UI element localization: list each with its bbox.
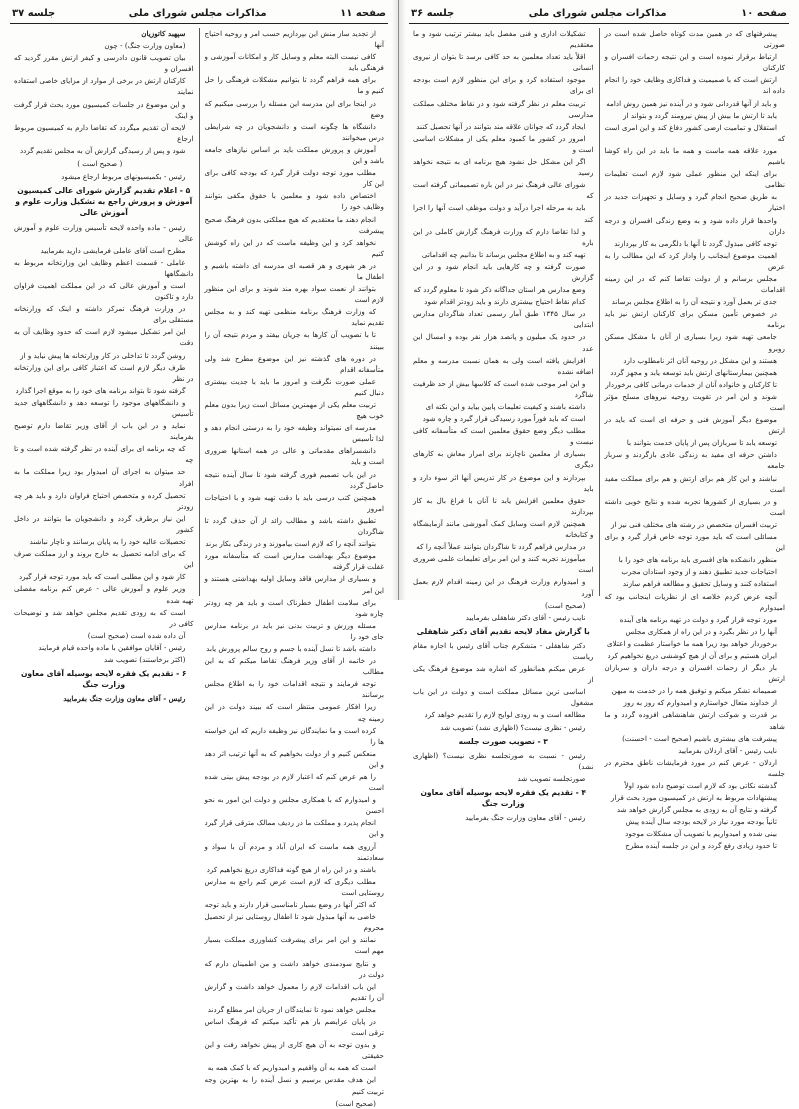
text-line: آنها را در نظر بگیرد و در این راه از همکاری مجلس — [625, 626, 777, 636]
text-line: پیشرفتهای که در همین مدت کوتاه حاصل شده است در صورتی — [604, 29, 785, 50]
section-heading: ۳ - تصویب صورت جلسه — [458, 736, 548, 746]
text-line: موضوع دیگر آموزش فنی و حرفه ای است که باید در ارتش — [604, 415, 785, 436]
text-line: نایب رئیس - آقای دکتر شاهقلی بفرمایید — [465, 612, 586, 622]
text-line: دانشگاه ها چگونه است و دانشجویان در چه شرایطی درس میخوانند — [204, 121, 384, 142]
text-line: نخواهد کرد و این وظیفه ماست که در این راه کوشش کنیم — [204, 237, 384, 258]
text-line: خاصی به آنها مبذول شود تا اطفال روستایی نیز از تحصیل محروم — [204, 912, 384, 933]
text-line: حد میتوان به اجرای آن امیدوار بود زیرا مملکت ما به افراد — [14, 467, 194, 488]
left-page-session: جلسه ۳۷ — [12, 7, 56, 19]
text-line: ایران هستیم و برای آن از هیچ کوششی دریغ نخواهیم کرد — [607, 650, 777, 660]
text-line: ارتباط برقرار نموده است و این نتیجه زحمات افسران و کارکنان — [604, 52, 785, 73]
text-line: جدی تر بعمل آورد و نتیجه آن را به اطلاع مجلس برساند — [611, 297, 777, 307]
text-line: که اکثر آنها در وضع بسیار نامناسبی قرار دارند و باید توجه — [204, 900, 376, 910]
text-line: همچنین بیمارستانهای ارتش باید توسعه یابد و مجهز گردد — [610, 367, 777, 377]
text-line: مجلس خواهد نمود تا نمایندگان از جریان امر مطلع گردند — [207, 1004, 376, 1014]
text-line: ارتش است که با صمیمیت و فداکاری وظایف خود را انجام داده اند — [604, 75, 785, 96]
text-line: و دانشگاههای موجود را توسعه دهد و دانشگاههای جدید تأسیس — [14, 397, 194, 418]
text-line: تا کارکنان و خانواده آنان از خدمات درمانی کافی برخوردار — [605, 379, 777, 389]
text-line: کدام نقاط احتیاج بیشتری دارند و باید زودتر اقدام شود — [424, 297, 586, 307]
text-line: و لذا تقاضا دارم که وزارت فرهنگ گزارش کاملی در این باره — [413, 226, 594, 247]
text-line: داشته باشد تا نسل آینده با جسم و روح سالم پرورش یابد — [206, 643, 376, 653]
text-line: در خاتمه از آقای وزیر فرهنگ تقاضا میکنم که به این مطالب — [204, 656, 384, 677]
text-line: شورای عالی فرهنگ نیز در این باره تصمیماتی گرفته است که — [413, 180, 594, 201]
text-line: اقلاً باید تعداد معلمین به حد کافی برسد تا بتوان از نیروی انسانی — [413, 52, 594, 73]
text-line: میآموزند تجربه کنند و این امر برای تعلیمات علمی ضروری است — [413, 554, 594, 575]
text-line: تشکیلات اداری و فنی مفصل باید بیشتر ترتیب شود و ما معتقدیم — [413, 29, 594, 50]
text-line: نباشند و این کار هم برای ارتش و هم برای مملکت مفید است — [604, 473, 785, 494]
text-line: پیشنهادات مربوط به ارتش در کمیسیون مورد بحث قرار — [611, 793, 777, 803]
right-page-header — [409, 4, 789, 24]
text-line: در خصوص تأمین مسکن برای کارکنان ارتش نیز باید برنامه — [604, 309, 785, 330]
text-line: موضوع دیگر بهداشت مدارس است که متأسفانه مورد غفلت قرار گرفته — [204, 551, 384, 572]
text-line: شوند و این امر در تقویت روحیه نیروهای مسلح مؤثر است — [604, 391, 785, 412]
text-line: تربیت افسران متخصص در رشته های مختلف فنی نیز از — [610, 519, 777, 529]
text-line: بر قدرت و شوکت ارتش شاهنشاهی افزوده گردد و ما شاهد — [604, 710, 785, 731]
text-line: تحصیلات عالیه خود را به پایان برسانند و ناچار نباشند — [29, 537, 186, 547]
text-line: ثانیاً بودجه مورد نیاز در لایحه بودجه سال آینده پیش — [625, 817, 777, 827]
text-line: ایجاد گردد که جوانان علاقه مند بتوانند در آنها تحصیل کنند — [416, 121, 586, 131]
text-line: باشند و در این راه از هیچ گونه فداکاری دریغ نخواهیم کرد — [206, 864, 376, 874]
text-line: واحدها قرار داده شود و به وضع زندگی افسران و درجه داران — [604, 215, 785, 236]
text-line: زیرا افکار عمومی منتظر است که ببیند دولت در این زمینه چه — [204, 702, 384, 723]
text-line: مطرح است آقای عاملی فرمایشی دارید بفرمایید — [40, 245, 186, 255]
text-line: انجام دهند ما معتقدیم که هیچ مملکتی بدون فرهنگ صحیح پیشرفت — [204, 214, 384, 235]
right-page-title: مذاکرات مجلس شورای ملی — [528, 7, 667, 19]
text-line: است که باید فوراً مورد رسیدگی قرار گیرد و چاره شود — [422, 414, 586, 424]
text-line: بپردازند و این موضوع در کار تدریس آنها اثر سوء دارد و باید — [413, 472, 594, 493]
text-line: برخوردار خواهد بود زیرا همه ما خواستار عظمت و اعتلای — [607, 638, 777, 648]
text-line: (صحیح است) — [544, 600, 586, 610]
text-line: رئیس - ماده واحده لایحه تأسیس وزارت علوم و آموزش عالی — [14, 222, 194, 243]
text-line: همچنین کتب درسی باید با دقت تهیه شود و با احتیاجات امروز — [204, 492, 384, 513]
text-line: در پایان عرایضم باز هم تأکید میکنم که فرهنگ اساس ترقی است — [204, 1016, 384, 1038]
text-line: آرزوی همه ماست که ایران آباد و مردم آن با سواد و سعادتمند — [204, 841, 384, 862]
text-line: مسئله ورزش و تربیت بدنی نیز باید در برنامه مدارس جای خود را — [204, 620, 384, 641]
text-line: داشتن حرفه ای مفید به زندگی عادی بازگردند و سربار جامعه — [604, 450, 785, 471]
text-line: گرفته شود تا بتواند برنامه های خود را به موقع اجرا گذارد — [15, 385, 186, 395]
text-line: تطبیق داشته باشد و مطالب زائد از آن حذف گردد تا شاگردان — [204, 515, 384, 537]
left-page-header — [10, 4, 388, 24]
speaker-line: رئیس - آقای معاون وزارت جنگ بفرمایید — [63, 694, 186, 704]
text-line: افزایش یافته است ولی به همان نسبت مدرسه و معلم اضافه نشده — [413, 355, 594, 376]
text-line: در این باب تصمیم فوری گرفته شود تا سال آینده نتیجه حاصل گردد — [204, 469, 384, 490]
text-line: همچنین لازم است وسایل کمک آموزشی مانند آزمایشگاه و کتابخانه — [413, 518, 594, 540]
text-line: بسیاری از معلمین ناچارند برای امرار معاش به کارهای دیگری — [413, 449, 594, 470]
text-line: گرفته و نتایج آن به زودی به مجلس گزارش خواهد شد — [616, 805, 777, 815]
text-line: کافی نیست البته معلم و وسایل کار و امکانات آموزشی و فرهنگی باید — [204, 52, 384, 73]
text-line: تربیت معلم یکی از مهمترین مسائل است زیرا بدون معلم خوب هیچ — [204, 400, 384, 421]
text-line: نماید و در این باب از آقای وزیر تقاضا دارم توضیح بفرمایند — [14, 421, 194, 442]
text-line: و امیدوارم وزارت فرهنگ در این زمینه اقدام لازم بعمل آورد — [413, 577, 594, 598]
text-line: نمانند و این امر برای پیشرفت کشاورزی مملکت بسیار مهم است — [204, 935, 384, 956]
text-line: امروز در کشور ما کمبود معلم یکی از مشکلات اساسی است و — [413, 133, 594, 154]
text-line: تهیه کند و به اطلاع مجلس برساند تا بدانیم چه اقداماتی — [421, 249, 586, 259]
text-line: در حدود یک میلیون و پانصد هزار نفر بوده و امسال این عدد — [413, 332, 594, 353]
text-line: لایحه آن تقدیم میگردد که تقاضا دارم به کمیسیون مربوط ارجاع — [14, 122, 194, 143]
text-line: اردلان - عرض کنم در مورد فرمایشات ناطق محترم در جلسه — [604, 757, 785, 778]
column-divider — [199, 28, 200, 596]
section-heading: ۶ - تقدیم یک فقره لایحه بوسیله آقای معاون وزارت جنگ — [20, 669, 187, 690]
text-line: استقلال و تمامیت ارضی کشور دفاع کند و این امری است که — [604, 122, 785, 143]
text-line: عرض میکنم همانطور که اشاره شد موضوع فرهنگ یکی از — [413, 664, 594, 685]
text-line: رئیس - نسبت به صورتجلسه نظری نیست؟ (اظهاری نشد) — [413, 750, 594, 771]
text-line: رئیس - آقای معاون وزارت جنگ بفرمایید — [465, 813, 586, 823]
text-line: نایب رئیس - آقای اردلان بفرمایید — [678, 745, 777, 755]
left-page-title: مذاکرات مجلس شورای ملی — [128, 7, 267, 19]
left-page-number: صفحه ۱۱ — [340, 7, 386, 19]
text-line: صورت گرفته و چه کارهایی باید انجام شود و در این گزارش — [413, 261, 594, 282]
text-line: بینی شده و امیدواریم با تصویب آن مشکلات موجود — [625, 829, 777, 839]
right-page-columns — [409, 28, 789, 851]
text-line: گذشته نکاتی بود که لازم است توضیح داده شود اولاً — [624, 781, 777, 790]
text-line: در مدارس فراهم گردد تا شاگردان بتوانند عملاً آنچه را که — [416, 542, 586, 552]
text-line: مورد علاقه همه ماست و همه ما باید در این راه کوشا باشیم — [604, 145, 785, 167]
section-heading: ۵ - اعلام تقدیم گزارش شورای عالی کمیسیون آموزش و پرورش راجع به تشکیل وزارت علوم و آموزش عالی — [15, 186, 193, 218]
text-line: در هر شهری و هر قصبه ای مدرسه ای داشته باشیم و اطفال ما — [204, 260, 384, 281]
right-page-column-right — [601, 28, 790, 851]
text-line: است که به زودی تقدیم مجلس خواهد شد و توضیحات کافی در — [14, 607, 194, 628]
speaker-line: سپهبد کاتوزیان — [141, 29, 186, 38]
text-line: برای همه فراهم گردد تا بتوانیم مشکلات فرهنگی را حل کنیم و ما — [204, 75, 384, 96]
text-line: و بسیاری از مدارس فاقد وسایل اولیه بهداشتی هستند و این امر — [204, 574, 384, 595]
text-line: صورتجلسه تصویب شد — [517, 773, 586, 783]
text-line: رئیس - بکمیسیونهای مربوط ارجاع میشود — [61, 172, 186, 182]
text-line: بار دیگر از زحمات افسران و درجه داران و سربازان ارتش — [604, 663, 785, 684]
text-line: که وزارت فرهنگ برنامه منظمی تهیه کند و به مجلس تقدیم نماید — [204, 307, 384, 328]
text-line: (اکثر برخاستند) تصویب شد — [103, 654, 186, 664]
text-line: بتوانند از نعمت سواد بهره مند شوند و برای این منظور لازم است — [204, 284, 384, 305]
text-line: در اینجا برای این مدرسه این مسئله را بررسی میکنیم که وضع — [204, 98, 384, 119]
text-line: عاملی - قسمت اعظم وظایف این وزارتخانه مربوط به دانشگاهها — [14, 257, 194, 278]
text-line: آموزش و پرورش مملکت باید بر اساس نیازهای جامعه باشد و این — [204, 144, 384, 166]
text-line: که برای ادامه تحصیل به خارج بروند و ارز مملکت صرف این — [14, 549, 194, 570]
text-line: و بدون توجه به آن هیچ کاری از پیش نخواهد رفت و این حقیقتی — [204, 1040, 384, 1061]
text-line: احتیاجات جدید تطبیق دهند و از وجود استادان مجرب — [621, 567, 777, 577]
text-line: پیشرفت های بیشتری باشیم (صحیح است - احسنت) — [622, 733, 777, 743]
text-line: برای سلامت اطفال خطرناک است و باید هر چه زودتر چاره شود — [204, 597, 384, 618]
text-line: به طریق صحیح انجام گیرد و وسایل و تجهیزات جدید در اختیار — [604, 192, 785, 213]
text-line: هستند و این مشکل در روحیه آنان اثر نامطلوب دارد — [623, 355, 777, 365]
text-line: (معاون وزارت جنگ) - چون — [104, 41, 186, 51]
text-line: مطالعه است و به زودی لوایح لازم را تقدیم خواهد کرد — [424, 710, 586, 720]
text-line: این باب اقدامات لازم را معمول خواهد داشت و گزارش آن را تقدیم — [204, 981, 384, 1002]
text-line: توجه فرمایند و نتیجه اقدامات خود را به اطلاع مجلس برسانند — [204, 679, 384, 700]
text-line: مجلس برسانم و از دولت تقاضا کنم که در این زمینه اقدامات — [604, 273, 785, 295]
text-line: و باید از آنها قدردانی شود و در آینده نیز همین روش ادامه — [606, 98, 777, 108]
right-page — [399, 0, 799, 851]
text-line: وضع مدارس هر استان جداگانه ذکر شود تا معلوم گردد که — [413, 285, 586, 295]
text-line: تحصیل کرده و متخصص احتیاج فراوان دارد و باید هر چه زودتر — [14, 490, 194, 511]
text-line: (صحیح است) — [335, 1098, 376, 1108]
text-line: و این موضوع در جلسات کمیسیون مورد بحث قرار گرفت و اینک — [14, 99, 194, 120]
text-line: مطلب مورد توجه دولت قرار گیرد که بودجه کافی برای این کار — [204, 168, 384, 189]
text-line: بتوانند آنچه را که لازم است بیاموزند و در زندگی بکار برند — [205, 539, 376, 549]
text-line: جامعی تهیه شود زیرا بسیاری از آنان با مشکل مسکن روبرو — [604, 332, 785, 353]
text-line: استفاده کنند و وسایل تحقیق و مطالعه فراهم سازند — [622, 579, 777, 589]
text-line: حقوق معلمین افزایش یابد تا آنان با فراغ بال به کار بپردازند — [413, 495, 594, 516]
text-line: مدرسه ای نمیتواند وظیفه خود را به درستی انجام دهد و لذا تأسیس — [204, 423, 384, 444]
text-line: و این امر موجب شده است که کلاسها بیش از حد ظرفیت شاگرد — [413, 378, 594, 399]
text-line: است که همه به آن واقفیم و امیدواریم که با کمک همه به — [207, 1063, 376, 1073]
text-line: مطلب دیگر وضع حقوق معلمین است که متأسفانه کافی نیست و — [413, 426, 594, 447]
text-line: در سال ۱۳۴۵ طبق آمار رسمی تعداد شاگردان مدارس ابتدایی — [413, 309, 594, 330]
text-line: رئیس - نظری نیست؟ (اظهاری نشد) تصویب شد — [440, 722, 586, 732]
text-line: شود و پس از رسیدگی گزارش آن به مجلس تقدیم گردد — [19, 145, 186, 155]
section-heading: با گزارش مفاد لایحه تقدیم آقای دکتر شاهقلی — [416, 626, 590, 636]
text-line: این هدف مقدس برسیم و نسل آینده را به بهترین وجه تربیت کنیم — [204, 1075, 384, 1096]
text-line: که چه برنامه ای برای آینده در نظر گرفته شده است و تا چه — [14, 444, 194, 465]
right-page-session: جلسه ۳۶ — [411, 7, 455, 19]
text-line: در دوره های گذشته نیز این موضوع مطرح شد ولی متأسفانه اقدام — [204, 353, 384, 374]
text-line: و در بسیاری از کشورها تجربه شده و نتایج خوبی داشته است — [604, 496, 785, 517]
text-line: دکتر شاهقلی - متشکرم جناب آقای رئیس با اجازه مقام ریاست — [413, 640, 594, 661]
text-line: تربیت معلم در نظر گرفته شود و در نقاط مختلف مملکت مدارسی — [413, 98, 594, 119]
text-line: مطلب دیگری که لازم است عرض کنم راجع به مدارس روستایی است — [204, 876, 384, 897]
text-line: و نتایج سودمندی خواهد داشت و من اطمینان دارم که دولت در — [204, 958, 384, 979]
text-line: کارکنان ارتش در برخی از موارد از مزایای خاصی استفاده نمایند — [14, 76, 194, 97]
text-line: تا حدود زیادی رفع گردد و این در جلسه آینده مطرح — [625, 841, 777, 851]
text-line: عملی صورت نگرفت و امروز ما باید با جدیت بیشتری دنبال کنیم — [204, 376, 384, 397]
left-page-columns — [10, 28, 388, 1108]
text-line: اختصاص داده شود و معلمین با حقوق مکفی بتوانند وظایف خود را — [204, 191, 384, 212]
text-line: اهمیت موضوع اینجانب را وادار کرد که این مطالب را به عرض — [604, 250, 785, 271]
text-line: از تجدید ساز منش این بپردازیم حسب امر و روحیه احتیاج آنها — [204, 29, 384, 50]
text-line: دانشسراهای مقدماتی و عالی در همه استانها ضروری است و باید — [204, 446, 384, 467]
text-line: برای اینکه این منظور عملی شود لازم است تعلیمات نظامی — [604, 169, 785, 190]
text-line: صمیمانه تشکر میکنم و توفیق همه را در خدمت به میهن — [611, 686, 777, 696]
text-line: مسائلی است که باید مورد توجه خاص قرار گیرد و برای این — [604, 532, 785, 553]
text-line: اگر این مشکل حل نشود هیچ برنامه ای به نتیجه نخواهد رسید — [413, 157, 594, 178]
left-page-column-right — [201, 28, 389, 1108]
text-line: روشن گردد تا تداخلی در کار وزارتخانه ها پیش نیاید و از — [20, 350, 186, 360]
text-line: کار شود و این مطلبی است که باید مورد توجه قرار گیرد — [18, 572, 186, 582]
text-line: منعکس کنیم و از دولت بخواهیم که به آنها ترتیب اثر دهد و این — [204, 748, 384, 769]
text-line: این امر تشکیل میشود لازم است که حدود وظایف آن به دقت — [14, 327, 194, 348]
text-line: بیان تصویب قانون دادرسی و کیفر ارتش مقرر گردید که افسران و — [14, 53, 194, 74]
text-line: اساسی ترین مسائل مملکت است و دولت در این باب مشغول — [413, 687, 594, 708]
text-line: موجود استفاده کرد و برای این منظور لازم است بودجه ای برای — [413, 75, 594, 96]
text-line: مورد توجه قرار گیرد و دولت در تهیه برنامه های آینده — [619, 614, 777, 624]
text-line: و امیدوارم که با همکاری مجلس و دولت این امور به نحو احسن — [204, 795, 384, 816]
left-page-column-left — [10, 28, 198, 704]
text-line: تا با تصویب آن کارها به جریان بیفتد و مردم نتیجه آن را ببینند — [204, 330, 384, 351]
text-line: رئیس - آقایان موافقین با ماده واحده قیام فرمایند — [38, 642, 186, 652]
section-heading: ۴ - تقدیم یک فقره لایحه بوسیله آقای معاون وزارت جنگ — [420, 788, 587, 809]
text-line: آنچه عرض کردم خلاصه ای از نظریات اینجانب بود که امیدوارم — [604, 591, 785, 612]
text-line: از خداوند متعال خواستارم و امیدوارم که روز به روز — [623, 698, 777, 708]
text-line: انجام پذیرد و مملکت ما در ردیف ممالک مترقی قرار گیرد و این — [204, 818, 384, 839]
remark-line: ( صحیح است ) — [77, 159, 123, 169]
text-line: منظور دانشکده های افسری باید برنامه های خود را با — [618, 555, 777, 565]
text-line: توسعه یابد تا سربازان پس از پایان خدمت بتوانند با — [626, 438, 777, 448]
column-divider — [599, 28, 600, 596]
text-line: را هم عرض کنم که اعتبار لازم در بودجه پیش بینی شده است — [204, 772, 384, 793]
text-line: کرده است و ما نمایندگان نیز وظیفه داریم که این خواسته ها را — [204, 725, 384, 746]
text-line: است و آموزش عالی که در این مملکت اهمیت فراوان دارد و تاکنون — [14, 280, 194, 302]
text-line: داشته باشند و کیفیت تعلیمات پایین بیاید و این نکته ای — [425, 402, 586, 411]
text-line: آن داده شده است (صحیح است) — [87, 630, 186, 640]
text-line: در وزارت فرهنگ تمرکز داشته و اینک که وزارتخانه مستقلی برای — [14, 304, 194, 325]
right-page-number: صفحه ۱۰ — [741, 7, 787, 19]
text-line: وزیر علوم و آموزش عالی - عرض کنم برنامه مفصلی تهیه شده — [14, 584, 194, 605]
text-line: توجه کافی مبذول گردد تا آنها با دلگرمی به کار بپردازند — [614, 238, 777, 248]
text-line: این نیاز برطرف گردد و دانشجویان ما بتوانند در داخل کشور — [14, 513, 194, 534]
text-line: باید به مرحله اجرا درآید و دولت موظف است آنها را اجرا کند — [413, 203, 594, 224]
right-page-column-left — [409, 28, 598, 823]
text-line: طرف دیگر لازم است که اعتبار کافی برای این وزارتخانه در نظر — [14, 362, 194, 383]
left-page — [0, 0, 399, 1108]
text-line: یابد تا ارتش ما بیش از پیش نیرومند گردد و بتواند از — [623, 110, 777, 120]
